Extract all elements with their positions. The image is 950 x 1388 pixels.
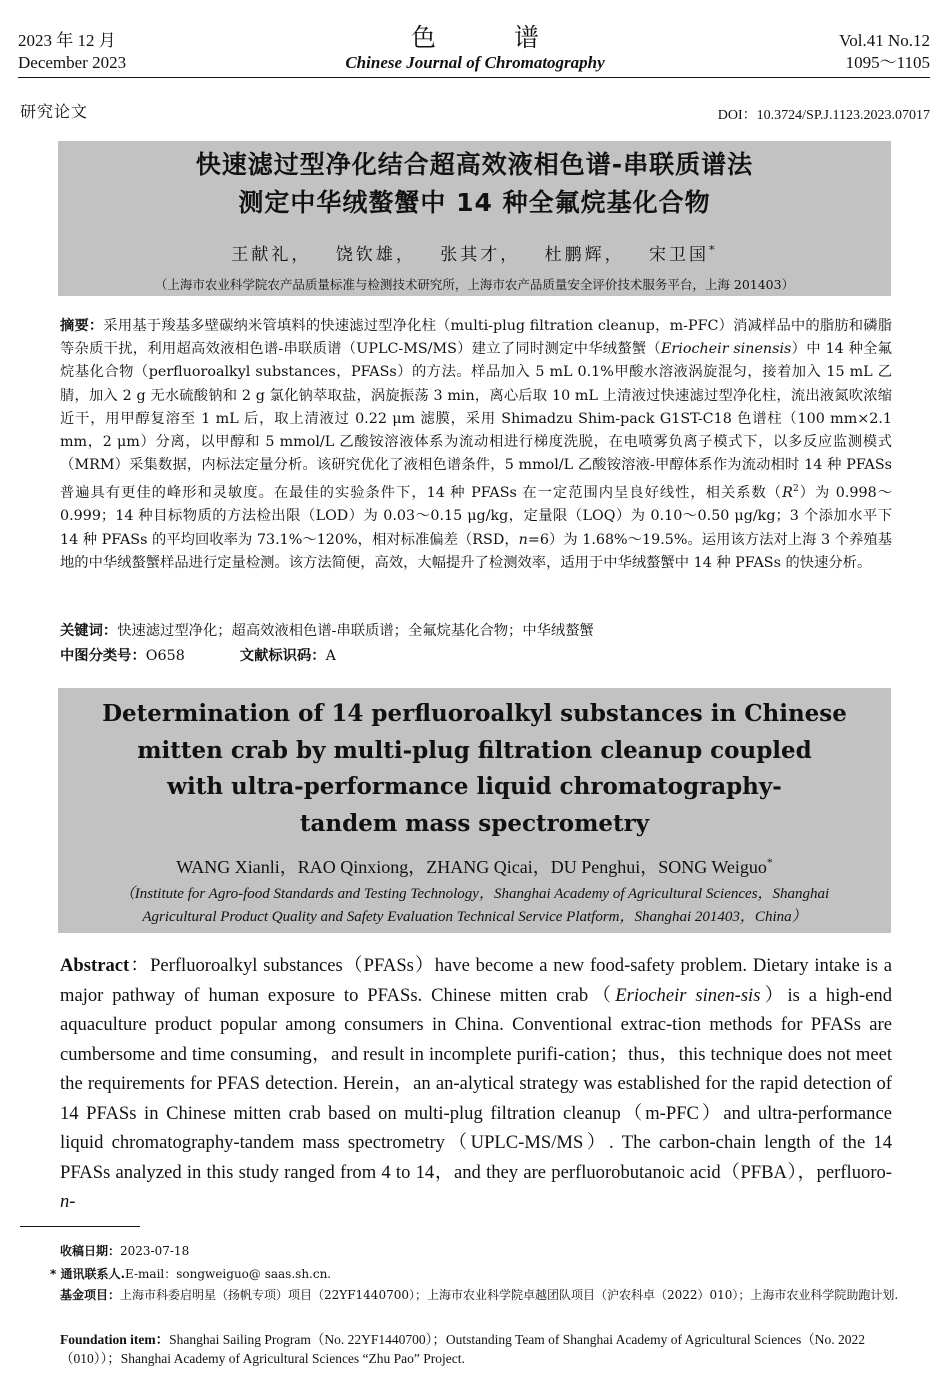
doc-code-label: 文献标识码：	[239, 648, 326, 664]
en-abstract-colon: ：	[129, 955, 151, 976]
cn-abstract-r: R	[782, 485, 793, 502]
en-abstract-text-1: Perfluoroalkyl substances（PFASs）have become a new food-safety problem. Dietary intake is a major pathway of human exposure to PFASs. Chinese mitten crab（	[60, 955, 892, 1006]
en-corresponding-mark: *	[766, 856, 773, 869]
footnote-received	[60, 1242, 902, 1261]
cn-classification	[60, 645, 336, 668]
header-pages: 1095～1105	[845, 53, 930, 72]
footnote-corresponding	[50, 1265, 892, 1284]
en-affiliation-line-1: （Institute for Agro-food Standards and Testing Technology，Shanghai Academy of Agricultural Sciences，Shanghai	[119, 886, 830, 902]
journal-name-en: Chinese Journal of Chromatography	[345, 53, 605, 72]
en-title-line-2: mitten crab by multi-plug filtration cleanup coupled	[137, 736, 812, 764]
corresponding-value: E-mail：songweiguo@ saas.sh.cn.	[125, 1267, 332, 1281]
en-title-line-3: with ultra-performance liquid chromatography-	[167, 773, 782, 800]
cn-keywords	[60, 620, 892, 643]
header-date-cn: 2023 年 12 月	[18, 31, 116, 50]
cn-abstract-label: 摘要：	[60, 318, 104, 334]
journal-name-cn: 色谱	[410, 23, 617, 52]
header-date-en: December 2023	[18, 53, 127, 72]
funding-label: 基金项目：	[60, 1288, 121, 1302]
header-date	[18, 30, 126, 74]
footnote-funding	[60, 1286, 902, 1305]
cn-abstract-text-4: =6）为 1.68%～19.5%。运用该方法对上海 3 个养殖基地的中华绒螯蟹样品进行定量检测。该方法简便，高效，大幅提升了检测效率，适用于中华绒螯蟹中 14 种 PFASs 的快速分析。	[60, 531, 892, 571]
header-volume	[839, 30, 930, 74]
cn-title	[58, 146, 891, 222]
en-title-line-1: Determination of 14 perfluoroalkyl substances in Chinese	[102, 700, 847, 727]
cn-author-list: 王献礼， 饶钦雄， 张其才， 杜鹏辉， 宋卫国	[231, 245, 710, 265]
header-divider	[18, 77, 930, 78]
en-affiliation-line-2: Agricultural Product Quality and Safety Evaluation Technical Service Platform，Shanghai 201403，China）	[142, 909, 807, 925]
doi: DOI：10.3724/SP.J.1123.2023.07017	[717, 108, 930, 123]
en-title	[58, 696, 891, 842]
journal-masthead	[260, 24, 690, 74]
foundation-label: Foundation item：	[60, 1332, 170, 1347]
cn-abstract-text-1: 采用基于羧基多壁碳纳米管填料的快速滤过型净化柱（multi-plug filtration cleanup，m-PFC）消减样品中的脂肪和磷脂等杂质干扰，利用超高效液相色谱-串联质谱（UPLC-MS/MS）建立了同时测定中华绒螯蟹（	[60, 318, 893, 358]
en-title-line-4: tandem mass spectrometry	[299, 809, 650, 837]
en-abstract-species: Eriocheir sinen-sis	[615, 984, 761, 1006]
foundation-value: Shanghai Sailing Program（No. 22YF1440700）；Outstanding Team of Shanghai Academy of Agricultural Sciences（No. 2022（010））；Shanghai Academy of Agricultural Sciences “Zhu Pao” Project.	[60, 1332, 865, 1366]
clc-label: 中图分类号：	[60, 648, 146, 664]
en-abstract-label: Abstract	[60, 955, 130, 976]
cn-title-line-2: 测定中华绒螯蟹中 14 种全氟烷基化合物	[238, 188, 711, 217]
clc-value: O658	[145, 648, 185, 664]
en-author-list: WANG Xianli，RAO Qinxiong，ZHANG Qicai，DU Penghui，SONG Weiguo	[176, 857, 767, 877]
en-abstract-text-2: ）is a high-end aquaculture product popular among consumers in China. Conventional extrac-tion methods for PFASs are cumbersome and time consuming，and result in incomplete purifi-cation；thus，this technique does not meet the requirements for PFAS detection. Herein，an an-alytical strategy was established for the rapid detection of 14 PFASs in Chinese mitten crab based on multi-plug filtration cleanup（m-PFC）and ultra-performance liquid chromatography-tandem mass spectrometry（UPLC-MS/MS）. The carbon-chain length of the 14 PFASs analyzed in this study ranged from 4 to 14，and they are perfluorobutanoic acid（PFBA），perfluoro-	[60, 984, 892, 1183]
corresponding-label: * 通讯联系人.	[50, 1267, 126, 1281]
cn-abstract	[60, 315, 892, 575]
cn-title-line-1: 快速滤过型净化结合超高效液相色谱-串联质谱法	[195, 150, 754, 179]
header-volume-issue: Vol.41 No.12	[839, 31, 930, 50]
en-authors	[58, 853, 891, 879]
cn-keywords-label: 关键词：	[60, 623, 118, 639]
footnote-foundation	[60, 1330, 902, 1368]
cn-authors	[58, 240, 891, 265]
en-abstract-tail: -	[69, 1191, 76, 1212]
cn-abstract-r-sup: 2	[792, 483, 799, 495]
cn-abstract-n: n	[518, 531, 528, 548]
funding-value: 上海市科委启明星（扬帆专项）项目（22YF1440700）；上海市农业科学院卓越团队项目（沪农科卓（2022）010）；上海市农业科学院助跑计划.	[120, 1288, 899, 1302]
cn-keywords-value: 快速滤过型净化；超高效液相色谱-串联质谱；全氟烷基化合物；中华绒螯蟹	[117, 623, 594, 639]
cn-abstract-text-2: ）中 14 种全氟烷基化合物（perfluoroalkyl substances，PFASs）的方法。样品加入 5 mL 0.1%甲酸水溶液涡旋混匀，接着加入 15 mL 乙腈，加入 2 g 无水硫酸钠和 2 g 氯化钠萃取盐，涡旋振荡 3 min，离心后取 10 mL 上清液过快速滤过型净化柱，流出液氮吹浓缩近干，用甲醇复溶至 1 mL 后，取上清液过 0.22 μm 滤膜，采用 Shimadzu Shim-pack G1ST-C18 色谱柱（100 mm×2.1 mm，2 μm）分离，以甲醇和 5 mmol/L 乙酸铵溶液体系为流动相进行梯度洗脱，在电喷雾负离子模式下，以多反应监测模式（MRM）采集数据，内标法定量分析。该研究优化了液相色谱条件，5 mmol/L 乙酸铵溶液-甲醇体系作为流动相时 14 种 PFASs 普遍具有更佳的峰形和灵敏度。在最佳的实验条件下，14 种 PFASs 在一定范围内呈良好线性，相关系数（	[60, 341, 892, 502]
en-abstract-tail-italic: n	[60, 1191, 70, 1212]
cn-abstract-text-3: ）为 0.998～0.999；14 种目标物质的方法检出限（LOD）为 0.03～0.15 μg/kg，定量限（LOQ）为 0.10～0.50 μg/kg；3 个添加水平下 14 种 PFASs 的平均回收率为 73.1%～120%，相对标准偏差（RSD，	[60, 485, 892, 548]
cn-corresponding-mark: *	[709, 243, 718, 257]
received-value: 2023-07-18	[120, 1244, 190, 1258]
en-affiliation	[58, 883, 891, 929]
cn-affiliation: （上海市农业科学院农产品质量标准与检测技术研究所，上海市农产品质量安全评价技术服务平台，上海 201403）	[154, 277, 795, 292]
footnote-divider	[20, 1226, 140, 1227]
cn-abstract-species: Eriocheir sinensis	[661, 341, 792, 358]
doc-code-value: A	[325, 648, 336, 664]
en-abstract	[60, 951, 892, 1217]
received-label: 收稿日期：	[60, 1244, 121, 1258]
section-label: 研究论文	[20, 102, 89, 121]
